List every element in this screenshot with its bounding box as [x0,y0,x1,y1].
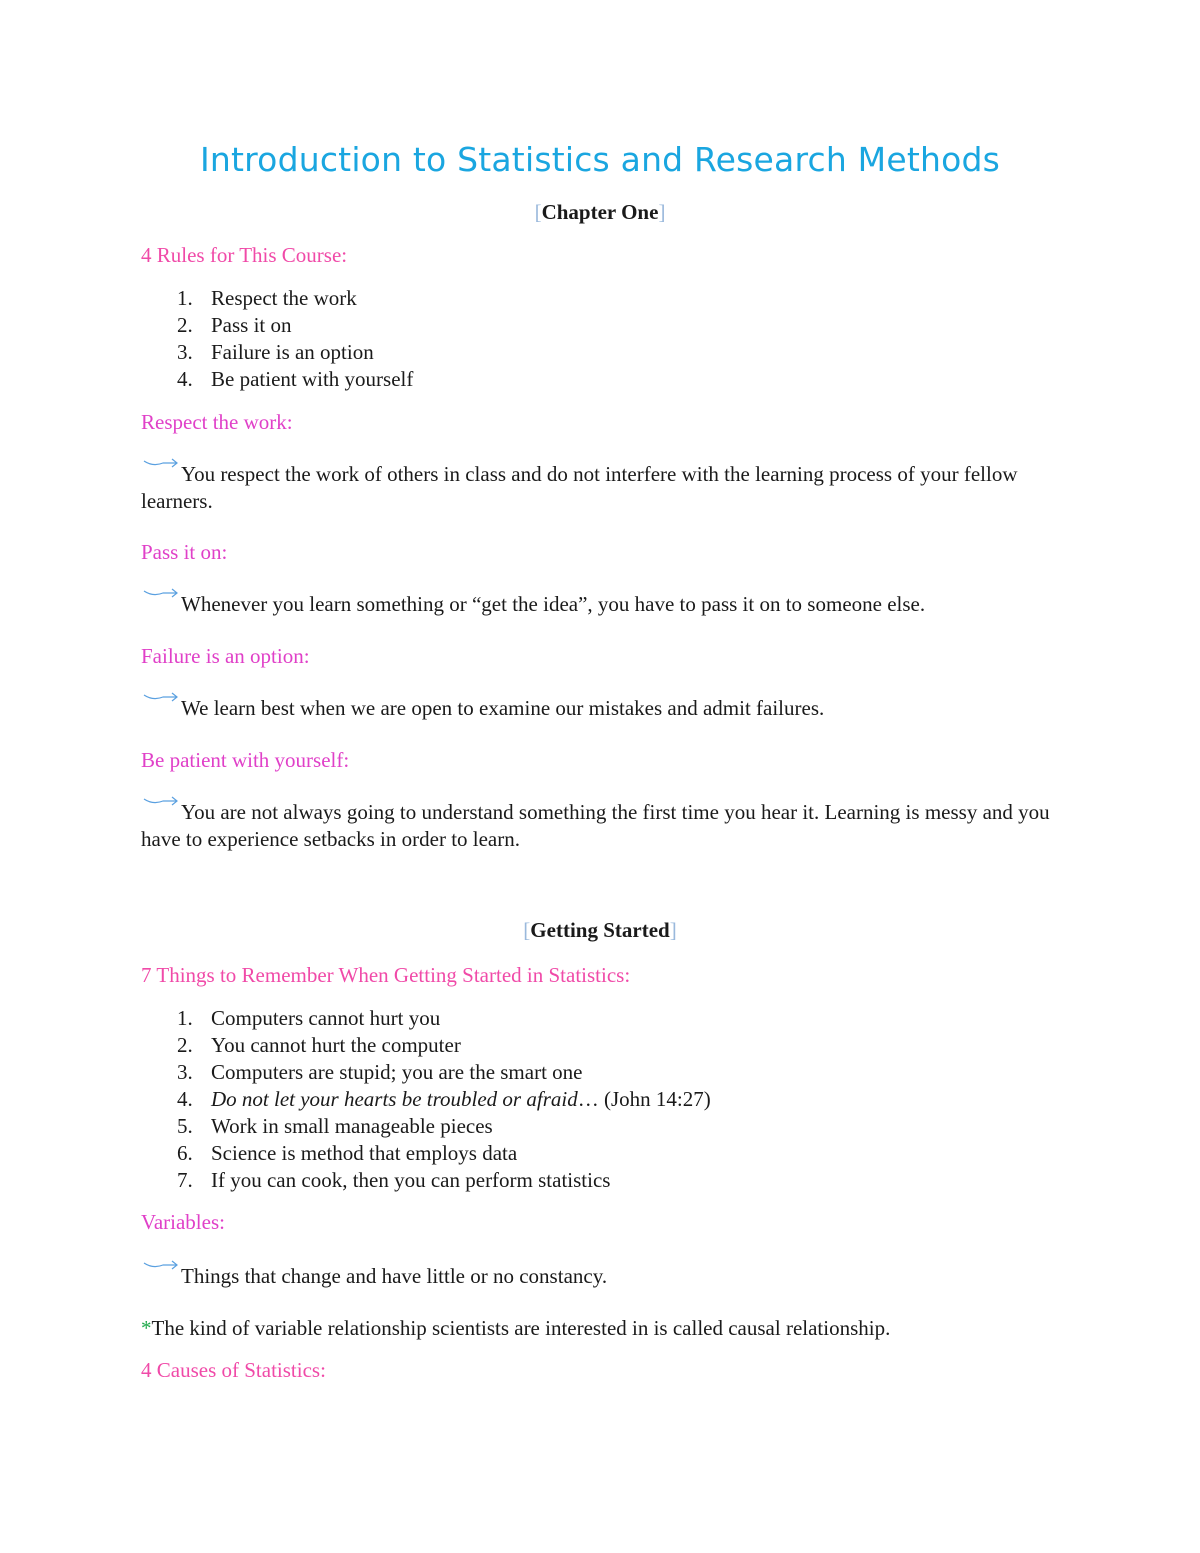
list-item: 4. Be patient with yourself [177,367,414,391]
list-item: 5. Work in small manageable pieces [177,1114,493,1138]
rules-list [141,285,1041,393]
curved-arrow-icon [141,455,181,475]
list-item: 2. Pass it on [177,313,292,337]
section-heading-patient: Be patient with yourself: [141,748,350,772]
list-item: 6. Science is method that employs data [177,1141,518,1165]
curved-arrow-icon [141,793,181,813]
causes-heading: 4 Causes of Statistics: [141,1358,326,1382]
list-item: 3. Failure is an option [177,340,374,364]
section-heading-failure: Failure is an option: [141,644,310,668]
section-text-failure: We learn best when we are open to examine our mistakes and admit failures. [141,689,1061,722]
section-heading-pass: Pass it on: [141,540,228,564]
chapter-one-label: [Chapter One] [534,200,666,224]
list-item: 2. You cannot hurt the computer [177,1033,461,1057]
section-text-pass: Whenever you learn something or “get the idea”, you have to pass it on to someone else. [141,585,1061,618]
list-item: 7. If you can cook, then you can perform statistics [177,1168,611,1192]
curved-arrow-icon [141,1257,181,1277]
variables-heading: Variables: [141,1210,225,1234]
things-list [141,1005,1041,1194]
list-item: 1. Respect the work [177,286,357,310]
curved-arrow-icon [141,585,181,605]
getting-started-label: [Getting Started] [523,918,677,942]
curved-arrow-icon [141,689,181,709]
section-heading-respect: Respect the work: [141,410,293,434]
section-text-patient: You are not always going to understand something the first time you hear it. Learning is messy and you have to experience setbacks in order to learn. [141,793,1061,853]
list-item: 3. Computers are stupid; you are the smart one [177,1060,583,1084]
variables-text: Things that change and have little or no constancy. [141,1257,1061,1290]
rules-heading: 4 Rules for This Course: [141,243,348,267]
page-title: Introduction to Statistics and Research Methods [199,140,1001,179]
list-item: 1. Computers cannot hurt you [177,1006,441,1030]
things-heading: 7 Things to Remember When Getting Started in Statistics: [141,963,631,987]
list-item: 4. Do not let your hearts be troubled or afraid… (John 14:27) [177,1087,711,1111]
note-text: *The kind of variable relationship scientists are interested in is called causal relationship. [141,1316,891,1340]
section-text-respect: You respect the work of others in class and do not interfere with the learning process of your fellow learners. [141,455,1061,515]
